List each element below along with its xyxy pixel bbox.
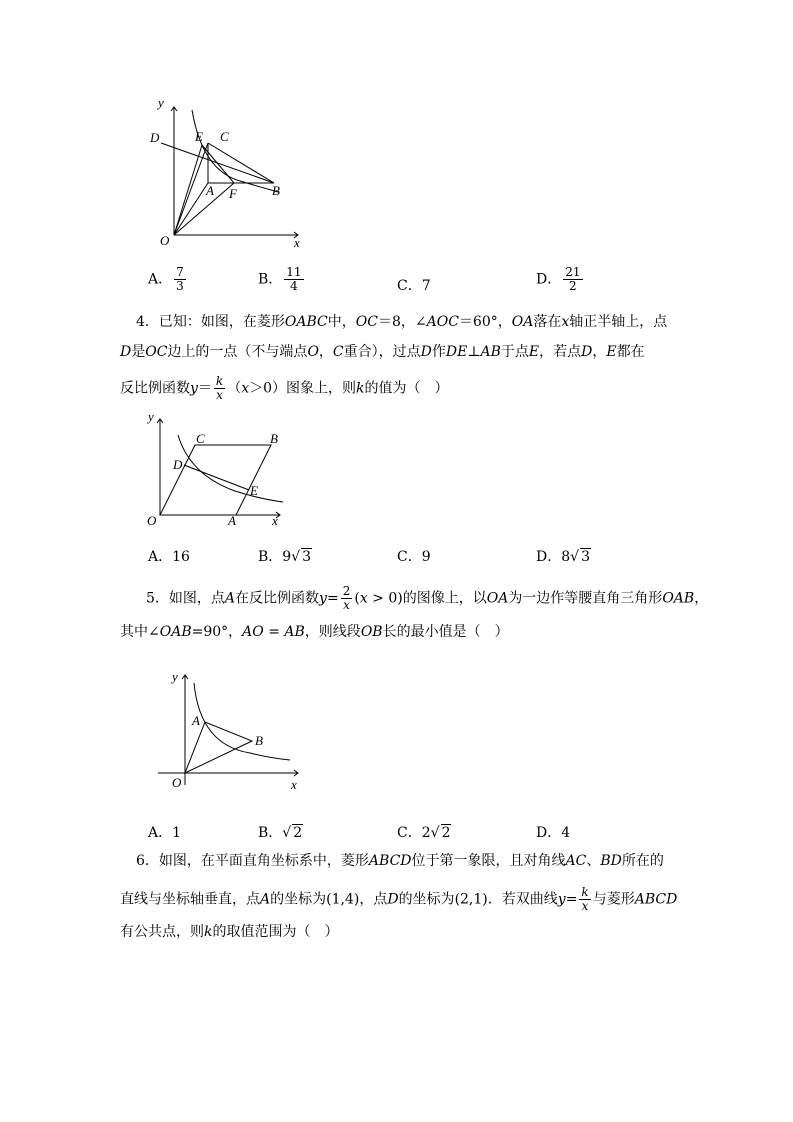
text: （ xyxy=(227,380,242,397)
text: = xyxy=(263,624,285,640)
fraction xyxy=(579,886,590,913)
text: 、 xyxy=(586,853,601,869)
q6-line-3 xyxy=(120,922,338,942)
text: 重合），过点 xyxy=(343,344,421,360)
radicand: 3 xyxy=(302,549,312,565)
text: 落在 xyxy=(533,314,562,330)
option-letter: D． xyxy=(536,549,562,565)
text: 的值为（ ） xyxy=(364,380,449,397)
q3-line-OA xyxy=(174,183,208,235)
option-letter: D． xyxy=(536,825,562,841)
option-letter: B． xyxy=(258,825,283,841)
text: ， xyxy=(694,590,709,607)
text: C xyxy=(332,344,344,360)
text: ⊥ xyxy=(467,344,481,360)
q5-option-b[interactable] xyxy=(258,822,303,842)
text: ABCD xyxy=(368,853,412,869)
q4-option-d[interactable] xyxy=(536,546,591,566)
q5-label-B: B xyxy=(255,733,263,748)
denominator: 2 xyxy=(569,279,577,293)
numerator: 11 xyxy=(286,265,302,279)
q4-label-x: x xyxy=(272,513,278,528)
option-letter: C． xyxy=(397,278,422,294)
q5-label-y: y xyxy=(172,669,178,684)
denominator: 3 xyxy=(176,279,184,293)
text: ＝60°， xyxy=(458,314,512,330)
q4-label-O: O xyxy=(147,513,157,528)
q5-line-2 xyxy=(120,622,509,642)
q3-line-EF xyxy=(202,145,234,183)
text: ，若点 xyxy=(539,344,582,360)
text: OB xyxy=(360,624,383,640)
text: 长的最小值是（ ） xyxy=(382,624,509,640)
q4-label-y: y xyxy=(148,409,154,424)
fraction xyxy=(341,585,353,612)
option-value: 1 xyxy=(172,825,182,841)
denominator: x xyxy=(216,388,223,402)
text: ．若双曲线 xyxy=(487,891,558,908)
radicand: 2 xyxy=(441,825,451,841)
text: 与菱形 xyxy=(592,891,635,908)
q5-label-x: x xyxy=(291,777,297,792)
q4-line-1 xyxy=(136,312,667,332)
text: x xyxy=(359,590,368,607)
text: 中， xyxy=(327,314,356,330)
q3-line-OF xyxy=(174,183,234,235)
text: E xyxy=(528,344,540,360)
option-value: 9 xyxy=(421,549,431,565)
text: OAB xyxy=(662,590,695,607)
q3-line-OE xyxy=(174,145,202,235)
numerator: k xyxy=(581,885,589,899)
text: 在反比例函数 xyxy=(235,590,320,607)
text: x xyxy=(241,380,250,397)
text: ， xyxy=(592,344,607,360)
text: 4．已知：如图，在菱形 xyxy=(136,314,285,330)
q4-line-DE xyxy=(184,465,249,490)
q5-triangle xyxy=(185,722,252,773)
q3-label-y: y xyxy=(158,95,164,110)
text: AOC xyxy=(426,314,459,330)
denominator: x xyxy=(343,598,350,612)
text: ，点 xyxy=(359,891,388,908)
numerator: 21 xyxy=(565,265,581,279)
text: k xyxy=(204,924,213,940)
option-letter: C． xyxy=(397,825,422,841)
fraction xyxy=(214,375,225,402)
text: 为一边作等腰直角三角形 xyxy=(508,590,663,607)
q5-label-O: O xyxy=(172,775,182,790)
text: D xyxy=(420,344,432,360)
q5-option-a[interactable] xyxy=(148,822,181,842)
text: (1,4) xyxy=(326,891,360,908)
q5-figure xyxy=(150,665,310,795)
text: x xyxy=(561,314,570,330)
text: 的取值范围为（ ） xyxy=(212,924,339,940)
option-value: 4 xyxy=(561,825,571,841)
denominator: 4 xyxy=(290,279,298,293)
text: AO xyxy=(242,624,264,640)
text: 直线与坐标轴垂直，点 xyxy=(120,891,260,908)
q3-option-a[interactable] xyxy=(148,266,188,293)
text: AB xyxy=(284,624,305,640)
text: =90°， xyxy=(191,624,243,640)
text: DE xyxy=(445,344,468,360)
text: 的坐标为 xyxy=(270,891,327,908)
text: 有公共点，则 xyxy=(120,924,204,940)
text: D xyxy=(120,344,132,360)
fraction xyxy=(174,266,186,293)
q5-line-1 xyxy=(146,585,708,612)
q3-line-OC xyxy=(174,143,208,235)
text: = xyxy=(326,590,339,607)
q4-line-3 xyxy=(120,375,449,402)
option-letter: C． xyxy=(397,549,422,565)
q4-rhombus xyxy=(160,445,271,515)
radicand: 3 xyxy=(581,549,590,565)
radicand: 2 xyxy=(293,825,303,841)
text: ，则线段 xyxy=(304,624,361,640)
text: O xyxy=(307,344,319,360)
text: 是 xyxy=(131,344,146,360)
text: > 0) xyxy=(367,590,403,607)
q3-option-b[interactable] xyxy=(258,266,306,293)
text: A xyxy=(224,590,236,607)
coefficient: 2 xyxy=(421,825,431,841)
option-letter: A． xyxy=(148,549,173,565)
text: OA xyxy=(511,314,534,330)
q3-label-B: B xyxy=(272,183,280,198)
q3-label-A: A xyxy=(206,183,214,198)
q3-option-c[interactable] xyxy=(397,275,431,295)
coefficient: 8 xyxy=(561,549,571,565)
text: (2,1) xyxy=(454,891,488,908)
q3-label-E: E xyxy=(195,129,203,144)
q4-label-A: A xyxy=(228,513,236,528)
text: BD xyxy=(600,853,622,869)
text: = xyxy=(565,891,578,908)
text: OC xyxy=(145,344,168,360)
q4-option-c[interactable] xyxy=(397,546,431,566)
text: ＝ xyxy=(197,380,212,397)
denominator: x xyxy=(581,899,589,913)
sqrt-sign-icon: √ xyxy=(570,549,580,565)
q4-label-E: E xyxy=(250,483,258,498)
text: 位于第一象限，且对角线 xyxy=(411,853,566,869)
text: OAB xyxy=(159,624,192,640)
text: ( xyxy=(354,590,360,607)
q5-label-A: A xyxy=(192,713,200,728)
q4-figure xyxy=(140,405,295,530)
q4-option-a[interactable] xyxy=(148,546,190,566)
q3-label-F: F xyxy=(229,186,237,201)
q3-label-O: O xyxy=(160,233,170,248)
q6-line-2 xyxy=(120,886,677,913)
option-value: 16 xyxy=(172,549,190,565)
q4-label-D: D xyxy=(173,457,183,472)
text: ＞0）图象上，则 xyxy=(249,380,357,397)
text: 反比例函数 xyxy=(120,380,190,397)
option-letter: A． xyxy=(148,271,173,288)
numerator: 7 xyxy=(176,265,184,279)
text: k xyxy=(356,380,365,397)
option-value: 7 xyxy=(421,278,431,294)
text: 5．如图，点 xyxy=(146,590,225,607)
text: AB xyxy=(480,344,501,360)
text: y xyxy=(319,590,327,607)
sqrt-sign-icon: √ xyxy=(430,825,440,841)
text: OC xyxy=(355,314,378,330)
text: E xyxy=(606,344,617,360)
text: D xyxy=(387,891,399,908)
text: A xyxy=(260,891,271,908)
option-letter: B． xyxy=(258,271,283,288)
text: OA xyxy=(486,590,509,607)
q6-line-1 xyxy=(136,851,664,871)
text: y xyxy=(190,380,198,397)
text: 6．如图，在平面直角坐标系中，菱形 xyxy=(136,853,369,869)
q5-option-c[interactable] xyxy=(397,822,451,842)
text: 轴正半轴上，点 xyxy=(569,314,668,330)
q3-figure xyxy=(140,95,315,255)
text: y xyxy=(557,891,566,908)
text: AC xyxy=(565,853,587,869)
q5-option-d[interactable] xyxy=(536,822,570,842)
text: 的坐标为 xyxy=(398,891,455,908)
text: 作 xyxy=(431,344,446,360)
option-letter: B． xyxy=(258,549,283,565)
option-letter: A． xyxy=(148,825,173,841)
q3-label-D: D xyxy=(150,130,160,145)
q4-option-b[interactable] xyxy=(258,546,312,566)
text: 所在的 xyxy=(621,853,664,869)
text: ＝8，∠ xyxy=(377,314,427,330)
coefficient: 9 xyxy=(282,549,292,565)
q3-option-d[interactable] xyxy=(536,266,585,293)
fraction xyxy=(284,266,303,293)
text: OABC xyxy=(284,314,328,330)
fraction xyxy=(563,266,582,293)
text: 于点 xyxy=(500,344,529,360)
text: 都在 xyxy=(616,344,645,360)
q4-label-B: B xyxy=(270,431,278,446)
numerator: k xyxy=(215,374,224,388)
text: ， xyxy=(318,344,333,360)
text: ABCD xyxy=(634,891,678,908)
text: D xyxy=(581,344,593,360)
q3-label-x: x xyxy=(294,235,300,250)
text: 的图像上，以 xyxy=(402,590,487,607)
q4-line-2 xyxy=(120,342,645,362)
q4-label-C: C xyxy=(196,431,205,446)
numerator: 2 xyxy=(342,584,351,598)
sqrt-sign-icon: √ xyxy=(282,825,292,841)
text: 其中∠ xyxy=(120,624,160,640)
sqrt-sign-icon: √ xyxy=(291,549,301,565)
text: 边上的一点（不与端点 xyxy=(167,344,308,360)
option-letter: D． xyxy=(536,271,562,288)
q3-label-C: C xyxy=(220,129,229,144)
q5-curve xyxy=(194,683,290,760)
